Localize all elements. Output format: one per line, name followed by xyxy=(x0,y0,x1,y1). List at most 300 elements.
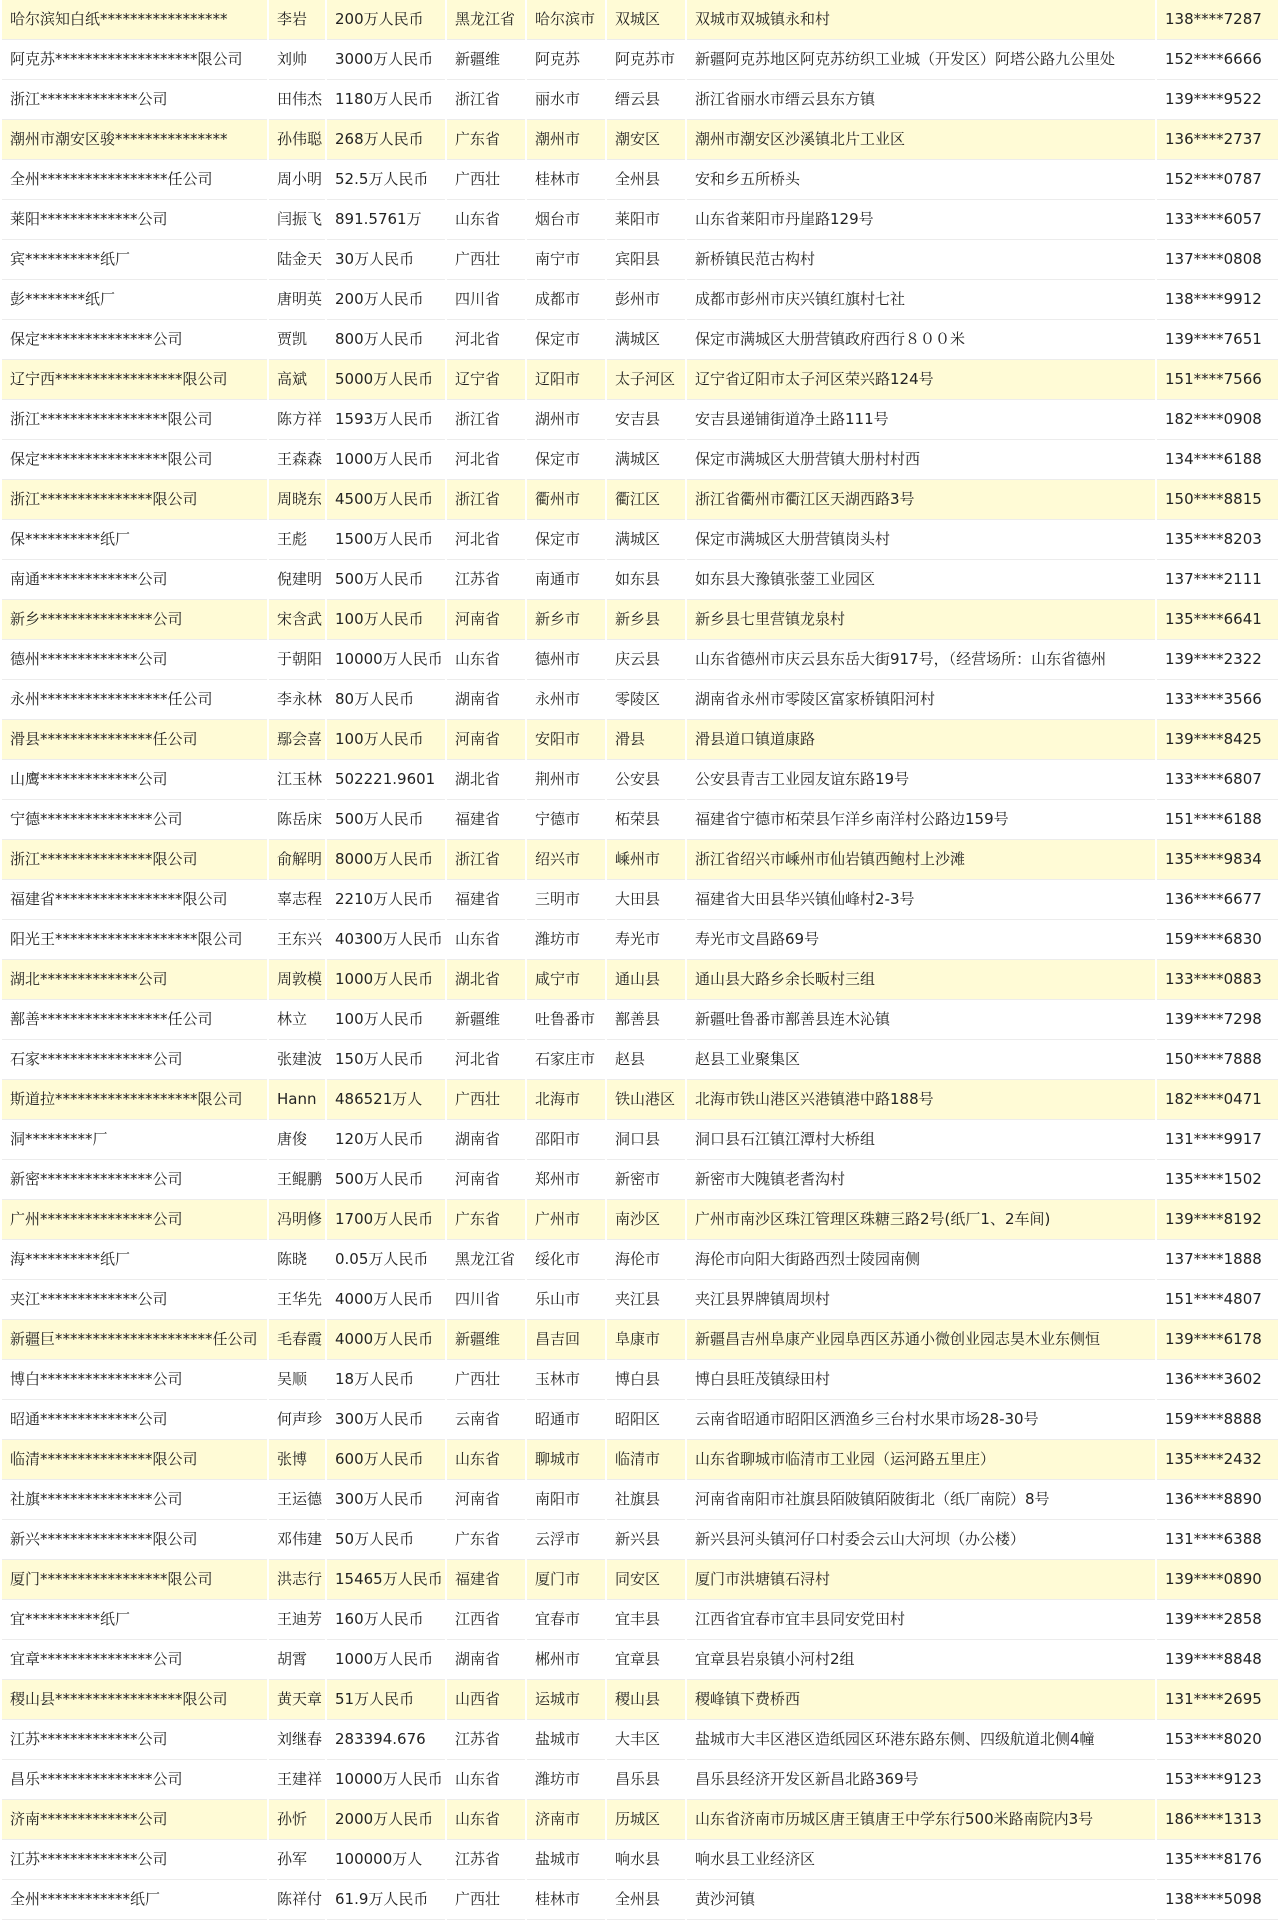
legal-person-cell: 王运德 xyxy=(268,1480,326,1520)
district-cell: 宾阳县 xyxy=(606,240,686,280)
district-cell: 全州县 xyxy=(606,1880,686,1920)
phone-cell: 136****3602 xyxy=(1156,1360,1278,1400)
table-row xyxy=(2,680,1278,720)
company-name-cell: 鄯善*****************任公司 xyxy=(2,1000,268,1040)
city-cell: 济南市 xyxy=(526,1800,606,1840)
district-cell: 如东县 xyxy=(606,560,686,600)
registered-capital-cell: 0.05万人民币 xyxy=(326,1240,446,1280)
company-name-cell: 宾**********纸厂 xyxy=(2,240,268,280)
address-cell: 浙江省衢州市衢江区天湖西路3号 xyxy=(686,480,1156,520)
city-cell: 衢州市 xyxy=(526,480,606,520)
table-row xyxy=(2,920,1278,960)
district-cell: 莱阳市 xyxy=(606,200,686,240)
district-cell: 嵊州市 xyxy=(606,840,686,880)
province-cell: 江苏省 xyxy=(446,560,526,600)
phone-cell: 133****3566 xyxy=(1156,680,1278,720)
table-row xyxy=(2,360,1278,400)
phone-cell: 182****0471 xyxy=(1156,1080,1278,1120)
city-cell: 辽阳市 xyxy=(526,360,606,400)
address-cell: 新密市大隗镇老耆沟村 xyxy=(686,1160,1156,1200)
city-cell: 保定市 xyxy=(526,320,606,360)
company-name-cell: 保**********纸厂 xyxy=(2,520,268,560)
district-cell: 宜丰县 xyxy=(606,1600,686,1640)
phone-cell: 135****1502 xyxy=(1156,1160,1278,1200)
phone-cell: 131****9917 xyxy=(1156,1120,1278,1160)
registered-capital-cell: 100万人民币 xyxy=(326,600,446,640)
address-cell: 湖南省永州市零陵区富家桥镇阳河村 xyxy=(686,680,1156,720)
phone-cell: 134****6188 xyxy=(1156,440,1278,480)
address-cell: 新疆昌吉州阜康产业园阜西区苏通小微创业园志昊木业东侧恒 xyxy=(686,1320,1156,1360)
address-cell: 博白县旺茂镇绿田村 xyxy=(686,1360,1156,1400)
province-cell: 黑龙江省 xyxy=(446,1240,526,1280)
table-row xyxy=(2,1080,1278,1120)
legal-person-cell: 倪建明 xyxy=(268,560,326,600)
city-cell: 丽水市 xyxy=(526,80,606,120)
phone-cell: 136****6677 xyxy=(1156,880,1278,920)
city-cell: 永州市 xyxy=(526,680,606,720)
table-row xyxy=(2,1240,1278,1280)
registered-capital-cell: 5000万人民币 xyxy=(326,360,446,400)
table-row xyxy=(2,840,1278,880)
table-row xyxy=(2,1440,1278,1480)
registered-capital-cell: 500万人民币 xyxy=(326,560,446,600)
district-cell: 公安县 xyxy=(606,760,686,800)
legal-person-cell: 王鲲鹏 xyxy=(268,1160,326,1200)
table-row xyxy=(2,200,1278,240)
registered-capital-cell: 100万人民币 xyxy=(326,1000,446,1040)
legal-person-cell: 周小明 xyxy=(268,160,326,200)
address-cell: 江西省宜春市宜丰县同安党田村 xyxy=(686,1600,1156,1640)
address-cell: 通山县大路乡余长畈村三组 xyxy=(686,960,1156,1000)
registered-capital-cell: 51万人民币 xyxy=(326,1680,446,1720)
phone-cell: 137****2111 xyxy=(1156,560,1278,600)
district-cell: 大田县 xyxy=(606,880,686,920)
table-row xyxy=(2,1640,1278,1680)
city-cell: 云浮市 xyxy=(526,1520,606,1560)
phone-cell: 137****1888 xyxy=(1156,1240,1278,1280)
table-row xyxy=(2,520,1278,560)
company-name-cell: 德州*************公司 xyxy=(2,640,268,680)
company-name-cell: 新密***************公司 xyxy=(2,1160,268,1200)
table-row xyxy=(2,560,1278,600)
table-row xyxy=(2,280,1278,320)
province-cell: 山东省 xyxy=(446,1440,526,1480)
legal-person-cell: 田伟杰 xyxy=(268,80,326,120)
district-cell: 衢江区 xyxy=(606,480,686,520)
company-name-cell: 江苏*************公司 xyxy=(2,1840,268,1880)
address-cell: 云南省昭通市昭阳区洒渔乡三台村水果市场28-30号 xyxy=(686,1400,1156,1440)
phone-cell: 159****6830 xyxy=(1156,920,1278,960)
city-cell: 吐鲁番市 xyxy=(526,1000,606,1040)
province-cell: 河北省 xyxy=(446,320,526,360)
phone-cell: 135****9834 xyxy=(1156,840,1278,880)
company-name-cell: 全州*****************任公司 xyxy=(2,160,268,200)
legal-person-cell: 吴顺 xyxy=(268,1360,326,1400)
table-row xyxy=(2,1560,1278,1600)
province-cell: 浙江省 xyxy=(446,80,526,120)
registered-capital-cell: 300万人民币 xyxy=(326,1480,446,1520)
district-cell: 稷山县 xyxy=(606,1680,686,1720)
phone-cell: 139****6178 xyxy=(1156,1320,1278,1360)
district-cell: 夹江县 xyxy=(606,1280,686,1320)
company-name-cell: 斯道拉*******************限公司 xyxy=(2,1080,268,1120)
legal-person-cell: 陈岳床 xyxy=(268,800,326,840)
company-name-cell: 厦门*****************限公司 xyxy=(2,1560,268,1600)
phone-cell: 186****1313 xyxy=(1156,1800,1278,1840)
table-row xyxy=(2,440,1278,480)
province-cell: 山东省 xyxy=(446,200,526,240)
table-row xyxy=(2,1520,1278,1560)
phone-cell: 135****2432 xyxy=(1156,1440,1278,1480)
legal-person-cell: 王彪 xyxy=(268,520,326,560)
district-cell: 通山县 xyxy=(606,960,686,1000)
province-cell: 云南省 xyxy=(446,1400,526,1440)
district-cell: 阜康市 xyxy=(606,1320,686,1360)
registered-capital-cell: 30万人民币 xyxy=(326,240,446,280)
city-cell: 盐城市 xyxy=(526,1720,606,1760)
district-cell: 南沙区 xyxy=(606,1200,686,1240)
district-cell: 历城区 xyxy=(606,1800,686,1840)
address-cell: 保定市满城区大册营镇岗头村 xyxy=(686,520,1156,560)
city-cell: 玉林市 xyxy=(526,1360,606,1400)
legal-person-cell: 孙军 xyxy=(268,1840,326,1880)
address-cell: 福建省大田县华兴镇仙峰村2-3号 xyxy=(686,880,1156,920)
province-cell: 广西壮 xyxy=(446,1080,526,1120)
table-row xyxy=(2,760,1278,800)
province-cell: 河北省 xyxy=(446,440,526,480)
district-cell: 新乡县 xyxy=(606,600,686,640)
legal-person-cell: 胡霄 xyxy=(268,1640,326,1680)
registered-capital-cell: 268万人民币 xyxy=(326,120,446,160)
province-cell: 山东省 xyxy=(446,1800,526,1840)
company-name-cell: 浙江***************限公司 xyxy=(2,840,268,880)
phone-cell: 136****8890 xyxy=(1156,1480,1278,1520)
city-cell: 咸宁市 xyxy=(526,960,606,1000)
phone-cell: 151****7566 xyxy=(1156,360,1278,400)
registered-capital-cell: 2000万人民币 xyxy=(326,1800,446,1840)
province-cell: 河北省 xyxy=(446,520,526,560)
address-cell: 山东省济南市历城区唐王镇唐王中学东行500米路南院内3号 xyxy=(686,1800,1156,1840)
address-cell: 新疆吐鲁番市鄯善县连木沁镇 xyxy=(686,1000,1156,1040)
legal-person-cell: 俞解明 xyxy=(268,840,326,880)
table-row xyxy=(2,0,1278,40)
company-name-cell: 宜章***************公司 xyxy=(2,1640,268,1680)
company-name-cell: 新疆巨*********************任公司 xyxy=(2,1320,268,1360)
province-cell: 广东省 xyxy=(446,1520,526,1560)
district-cell: 同安区 xyxy=(606,1560,686,1600)
table-row xyxy=(2,720,1278,760)
district-cell: 海伦市 xyxy=(606,1240,686,1280)
phone-cell: 135****6641 xyxy=(1156,600,1278,640)
table-row xyxy=(2,1760,1278,1800)
phone-cell: 152****0787 xyxy=(1156,160,1278,200)
company-name-cell: 阿克苏*******************限公司 xyxy=(2,40,268,80)
registered-capital-cell: 40300万人民币 xyxy=(326,920,446,960)
phone-cell: 153****8020 xyxy=(1156,1720,1278,1760)
phone-cell: 153****9123 xyxy=(1156,1760,1278,1800)
district-cell: 彭州市 xyxy=(606,280,686,320)
legal-person-cell: 于朝阳 xyxy=(268,640,326,680)
district-cell: 满城区 xyxy=(606,440,686,480)
city-cell: 绥化市 xyxy=(526,1240,606,1280)
registered-capital-cell: 160万人民币 xyxy=(326,1600,446,1640)
table-row xyxy=(2,800,1278,840)
phone-cell: 139****0890 xyxy=(1156,1560,1278,1600)
phone-cell: 139****7651 xyxy=(1156,320,1278,360)
province-cell: 河南省 xyxy=(446,720,526,760)
address-cell: 新兴县河头镇河仔口村委会云山大河坝（办公楼） xyxy=(686,1520,1156,1560)
district-cell: 昭阳区 xyxy=(606,1400,686,1440)
legal-person-cell: 张建波 xyxy=(268,1040,326,1080)
province-cell: 广东省 xyxy=(446,1200,526,1240)
phone-cell: 133****6057 xyxy=(1156,200,1278,240)
city-cell: 保定市 xyxy=(526,520,606,560)
company-name-cell: 湖北*************公司 xyxy=(2,960,268,1000)
company-name-cell: 潮州市潮安区骏*************** xyxy=(2,120,268,160)
table-row xyxy=(2,1280,1278,1320)
legal-person-cell: 洪志行 xyxy=(268,1560,326,1600)
company-name-cell: 海**********纸厂 xyxy=(2,1240,268,1280)
province-cell: 新疆维 xyxy=(446,1320,526,1360)
district-cell: 铁山港区 xyxy=(606,1080,686,1120)
phone-cell: 131****6388 xyxy=(1156,1520,1278,1560)
company-name-cell: 宜**********纸厂 xyxy=(2,1600,268,1640)
province-cell: 广西壮 xyxy=(446,1360,526,1400)
company-name-cell: 山鹰*************公司 xyxy=(2,760,268,800)
phone-cell: 139****9522 xyxy=(1156,80,1278,120)
phone-cell: 150****8815 xyxy=(1156,480,1278,520)
phone-cell: 138****5098 xyxy=(1156,1880,1278,1920)
address-cell: 山东省德州市庆云县东岳大街917号，（经营场所：山东省德州 xyxy=(686,640,1156,680)
registered-capital-cell: 100000万人 xyxy=(326,1840,446,1880)
province-cell: 浙江省 xyxy=(446,400,526,440)
phone-cell: 135****8203 xyxy=(1156,520,1278,560)
company-name-cell: 济南*************公司 xyxy=(2,1800,268,1840)
district-cell: 寿光市 xyxy=(606,920,686,960)
address-cell: 山东省莱阳市丹崖路129号 xyxy=(686,200,1156,240)
registered-capital-cell: 150万人民币 xyxy=(326,1040,446,1080)
table-row xyxy=(2,1720,1278,1760)
table-row xyxy=(2,1840,1278,1880)
company-name-cell: 宁德***************公司 xyxy=(2,800,268,840)
city-cell: 郑州市 xyxy=(526,1160,606,1200)
registered-capital-cell: 600万人民币 xyxy=(326,1440,446,1480)
district-cell: 全州县 xyxy=(606,160,686,200)
province-cell: 浙江省 xyxy=(446,480,526,520)
address-cell: 新桥镇民范古构村 xyxy=(686,240,1156,280)
province-cell: 辽宁省 xyxy=(446,360,526,400)
district-cell: 滑县 xyxy=(606,720,686,760)
company-name-cell: 石家***************公司 xyxy=(2,1040,268,1080)
address-cell: 河南省南阳市社旗县陌陂镇陌陂街北（纸厂南院）8号 xyxy=(686,1480,1156,1520)
phone-cell: 151****4807 xyxy=(1156,1280,1278,1320)
company-name-cell: 社旗***************公司 xyxy=(2,1480,268,1520)
address-cell: 双城市双城镇永和村 xyxy=(686,0,1156,40)
table-row xyxy=(2,1040,1278,1080)
registered-capital-cell: 8000万人民币 xyxy=(326,840,446,880)
registered-capital-cell: 10000万人民币 xyxy=(326,640,446,680)
table-row xyxy=(2,640,1278,680)
registered-capital-cell: 100万人民币 xyxy=(326,720,446,760)
address-cell: 浙江省绍兴市嵊州市仙岩镇西鲍村上沙滩 xyxy=(686,840,1156,880)
province-cell: 湖北省 xyxy=(446,760,526,800)
company-name-cell: 南通*************公司 xyxy=(2,560,268,600)
registered-capital-cell: 1593万人民币 xyxy=(326,400,446,440)
address-cell: 宜章县岩泉镇小河村2组 xyxy=(686,1640,1156,1680)
company-name-cell: 临清***************限公司 xyxy=(2,1440,268,1480)
company-name-cell: 昌乐***************公司 xyxy=(2,1760,268,1800)
table-row xyxy=(2,960,1278,1000)
city-cell: 潍坊市 xyxy=(526,920,606,960)
province-cell: 湖南省 xyxy=(446,1640,526,1680)
phone-cell: 135****8176 xyxy=(1156,1840,1278,1880)
company-name-cell: 洞*********厂 xyxy=(2,1120,268,1160)
legal-person-cell: 林立 xyxy=(268,1000,326,1040)
district-cell: 博白县 xyxy=(606,1360,686,1400)
city-cell: 烟台市 xyxy=(526,200,606,240)
company-name-cell: 保定*****************限公司 xyxy=(2,440,268,480)
province-cell: 浙江省 xyxy=(446,840,526,880)
city-cell: 三明市 xyxy=(526,880,606,920)
phone-cell: 133****6807 xyxy=(1156,760,1278,800)
city-cell: 石家庄市 xyxy=(526,1040,606,1080)
city-cell: 哈尔滨市 xyxy=(526,0,606,40)
company-name-cell: 新乡***************公司 xyxy=(2,600,268,640)
legal-person-cell: 辜志程 xyxy=(268,880,326,920)
table-row xyxy=(2,1200,1278,1240)
district-cell: 鄯善县 xyxy=(606,1000,686,1040)
legal-person-cell: 邓伟建 xyxy=(268,1520,326,1560)
legal-person-cell: 陆金天 xyxy=(268,240,326,280)
table-row xyxy=(2,1800,1278,1840)
city-cell: 厦门市 xyxy=(526,1560,606,1600)
phone-cell: 131****2695 xyxy=(1156,1680,1278,1720)
address-cell: 公安县青吉工业园友谊东路19号 xyxy=(686,760,1156,800)
city-cell: 桂林市 xyxy=(526,1880,606,1920)
legal-person-cell: 宋含武 xyxy=(268,600,326,640)
legal-person-cell: 周敦模 xyxy=(268,960,326,1000)
phone-cell: 159****8888 xyxy=(1156,1400,1278,1440)
district-cell: 柘荣县 xyxy=(606,800,686,840)
company-name-cell: 浙江*************公司 xyxy=(2,80,268,120)
district-cell: 宜章县 xyxy=(606,1640,686,1680)
city-cell: 乐山市 xyxy=(526,1280,606,1320)
legal-person-cell: 王东兴 xyxy=(268,920,326,960)
registered-capital-cell: 300万人民币 xyxy=(326,1400,446,1440)
district-cell: 满城区 xyxy=(606,320,686,360)
district-cell: 满城区 xyxy=(606,520,686,560)
legal-person-cell: 李永林 xyxy=(268,680,326,720)
address-cell: 保定市满城区大册营镇政府西行８００米 xyxy=(686,320,1156,360)
address-cell: 寿光市文昌路69号 xyxy=(686,920,1156,960)
company-name-cell: 阳光王*******************限公司 xyxy=(2,920,268,960)
company-name-cell: 新兴***************限公司 xyxy=(2,1520,268,1560)
legal-person-cell: 毛春霞 xyxy=(268,1320,326,1360)
address-cell: 如东县大豫镇张蓥工业园区 xyxy=(686,560,1156,600)
district-cell: 新兴县 xyxy=(606,1520,686,1560)
table-row xyxy=(2,1320,1278,1360)
legal-person-cell: 刘帅 xyxy=(268,40,326,80)
legal-person-cell: 黄天章 xyxy=(268,1680,326,1720)
table-row xyxy=(2,1680,1278,1720)
table-row xyxy=(2,1480,1278,1520)
city-cell: 荆州市 xyxy=(526,760,606,800)
legal-person-cell: 唐明英 xyxy=(268,280,326,320)
table-row xyxy=(2,400,1278,440)
phone-cell: 139****8425 xyxy=(1156,720,1278,760)
province-cell: 山东省 xyxy=(446,1760,526,1800)
phone-cell: 139****8192 xyxy=(1156,1200,1278,1240)
phone-cell: 136****2737 xyxy=(1156,120,1278,160)
address-cell: 安吉县递铺街道净土路111号 xyxy=(686,400,1156,440)
district-cell: 潮安区 xyxy=(606,120,686,160)
address-cell: 新疆阿克苏地区阿克苏纺织工业城（开发区）阿塔公路九公里处 xyxy=(686,40,1156,80)
address-cell: 辽宁省辽阳市太子河区荣兴路124号 xyxy=(686,360,1156,400)
city-cell: 运城市 xyxy=(526,1680,606,1720)
phone-cell: 139****7298 xyxy=(1156,1000,1278,1040)
province-cell: 江苏省 xyxy=(446,1720,526,1760)
registered-capital-cell: 61.9万人民币 xyxy=(326,1880,446,1920)
registered-capital-cell: 891.5761万 xyxy=(326,200,446,240)
registered-capital-cell: 486521万人 xyxy=(326,1080,446,1120)
registered-capital-cell: 80万人民币 xyxy=(326,680,446,720)
legal-person-cell: 高斌 xyxy=(268,360,326,400)
city-cell: 南宁市 xyxy=(526,240,606,280)
legal-person-cell: 江玉林 xyxy=(268,760,326,800)
address-cell: 黄沙河镇 xyxy=(686,1880,1156,1920)
province-cell: 湖南省 xyxy=(446,680,526,720)
address-cell: 洞口县石江镇江潭村大桥组 xyxy=(686,1120,1156,1160)
registered-capital-cell: 52.5万人民币 xyxy=(326,160,446,200)
phone-cell: 138****9912 xyxy=(1156,280,1278,320)
city-cell: 成都市 xyxy=(526,280,606,320)
province-cell: 福建省 xyxy=(446,1560,526,1600)
district-cell: 临清市 xyxy=(606,1440,686,1480)
district-cell: 太子河区 xyxy=(606,360,686,400)
address-cell: 安和乡五所桥头 xyxy=(686,160,1156,200)
province-cell: 四川省 xyxy=(446,1280,526,1320)
district-cell: 双城区 xyxy=(606,0,686,40)
table-row xyxy=(2,1120,1278,1160)
address-cell: 广州市南沙区珠江管理区珠糖三路2号(纸厂1、2车间) xyxy=(686,1200,1156,1240)
city-cell: 郴州市 xyxy=(526,1640,606,1680)
legal-person-cell: 周晓东 xyxy=(268,480,326,520)
province-cell: 江西省 xyxy=(446,1600,526,1640)
table-row xyxy=(2,480,1278,520)
province-cell: 江苏省 xyxy=(446,1840,526,1880)
table-row xyxy=(2,1360,1278,1400)
district-cell: 响水县 xyxy=(606,1840,686,1880)
registered-capital-cell: 283394.676 xyxy=(326,1720,446,1760)
company-name-cell: 哈尔滨知白纸***************** xyxy=(2,0,268,40)
registered-capital-cell: 50万人民币 xyxy=(326,1520,446,1560)
company-name-cell: 浙江***************限公司 xyxy=(2,480,268,520)
legal-person-cell: Hann xyxy=(268,1080,326,1120)
company-name-cell: 福建省*****************限公司 xyxy=(2,880,268,920)
province-cell: 湖北省 xyxy=(446,960,526,1000)
district-cell: 新密市 xyxy=(606,1160,686,1200)
table-row xyxy=(2,240,1278,280)
province-cell: 黑龙江省 xyxy=(446,0,526,40)
company-name-cell: 全州************纸厂 xyxy=(2,1880,268,1920)
address-cell: 保定市满城区大册营镇大册村村西 xyxy=(686,440,1156,480)
registered-capital-cell: 502221.9601 xyxy=(326,760,446,800)
table-row xyxy=(2,1400,1278,1440)
company-name-cell: 广州***************公司 xyxy=(2,1200,268,1240)
table-row xyxy=(2,880,1278,920)
city-cell: 保定市 xyxy=(526,440,606,480)
registered-capital-cell: 1000万人民币 xyxy=(326,1640,446,1680)
